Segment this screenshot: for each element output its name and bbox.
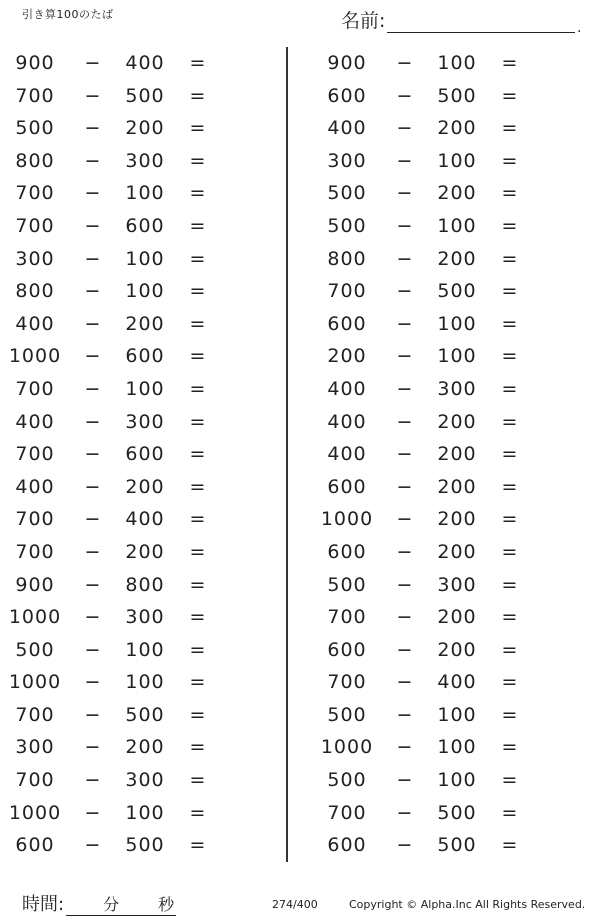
subtrahend: 200 bbox=[437, 508, 477, 531]
subtrahend: 100 bbox=[437, 736, 477, 759]
equals-sign: = bbox=[189, 834, 207, 857]
equals-sign: = bbox=[189, 769, 207, 792]
subtrahend: 100 bbox=[437, 345, 477, 368]
subtrahend: 600 bbox=[125, 443, 165, 466]
problem-row bbox=[0, 374, 280, 407]
problem-row bbox=[0, 439, 280, 472]
minuend: 700 bbox=[15, 182, 55, 205]
equals-sign: = bbox=[501, 345, 519, 368]
equals-sign: = bbox=[501, 280, 519, 303]
problem-row bbox=[0, 113, 280, 146]
minus-sign: − bbox=[396, 377, 414, 400]
minuend: 600 bbox=[327, 638, 367, 661]
minuend: 300 bbox=[327, 149, 367, 172]
subtrahend: 800 bbox=[125, 573, 165, 596]
problem-row bbox=[0, 146, 280, 179]
subtrahend: 100 bbox=[437, 52, 477, 74]
equals-sign: = bbox=[501, 801, 519, 824]
equals-sign: = bbox=[189, 117, 207, 140]
equals-sign: = bbox=[189, 312, 207, 335]
equals-sign: = bbox=[501, 671, 519, 694]
minuend: 500 bbox=[15, 117, 55, 140]
equals-sign: = bbox=[189, 671, 207, 694]
minus-sign: − bbox=[396, 508, 414, 531]
minuend: 700 bbox=[15, 84, 55, 107]
minus-sign: − bbox=[84, 801, 102, 824]
problem-row bbox=[0, 537, 280, 570]
subtrahend: 100 bbox=[125, 182, 165, 205]
minus-sign: − bbox=[396, 410, 414, 433]
minus-sign: − bbox=[396, 84, 414, 107]
subtrahend: 200 bbox=[437, 410, 477, 433]
problem-row bbox=[312, 472, 592, 505]
minuend: 400 bbox=[327, 377, 367, 400]
problem-row bbox=[0, 602, 280, 635]
equals-sign: = bbox=[189, 703, 207, 726]
minuend: 400 bbox=[327, 410, 367, 433]
problem-row bbox=[312, 113, 592, 146]
problem-row bbox=[0, 732, 280, 765]
equals-sign: = bbox=[501, 508, 519, 531]
problem-row bbox=[0, 570, 280, 603]
subtrahend: 300 bbox=[437, 377, 477, 400]
equals-sign: = bbox=[189, 214, 207, 237]
minuend: 400 bbox=[327, 117, 367, 140]
problem-row bbox=[312, 407, 592, 440]
equals-sign: = bbox=[501, 736, 519, 759]
equals-sign: = bbox=[189, 52, 207, 74]
equals-sign: = bbox=[501, 475, 519, 498]
minuend: 700 bbox=[15, 540, 55, 563]
minus-sign: − bbox=[84, 573, 102, 596]
minus-sign: − bbox=[396, 280, 414, 303]
copyright-notice: Copyright © Alpha.Inc All Rights Reserved. bbox=[349, 898, 586, 911]
minus-sign: − bbox=[396, 182, 414, 205]
problem-row bbox=[312, 732, 592, 765]
minus-sign: − bbox=[396, 214, 414, 237]
equals-sign: = bbox=[501, 247, 519, 270]
subtrahend: 100 bbox=[125, 671, 165, 694]
minuend: 1000 bbox=[8, 345, 62, 368]
subtrahend: 200 bbox=[125, 540, 165, 563]
subtrahend: 300 bbox=[125, 149, 165, 172]
minuend: 200 bbox=[327, 345, 367, 368]
minus-sign: − bbox=[396, 638, 414, 661]
problem-row bbox=[312, 570, 592, 603]
subtrahend: 200 bbox=[437, 443, 477, 466]
minus-sign: − bbox=[84, 475, 102, 498]
problem-row bbox=[312, 602, 592, 635]
equals-sign: = bbox=[501, 769, 519, 792]
minus-sign: − bbox=[396, 671, 414, 694]
problem-row bbox=[312, 504, 592, 537]
minus-sign: − bbox=[84, 736, 102, 759]
problem-row bbox=[312, 341, 592, 374]
subtrahend: 100 bbox=[125, 377, 165, 400]
minuend: 500 bbox=[327, 214, 367, 237]
minuend: 1000 bbox=[320, 736, 374, 759]
subtrahend: 100 bbox=[437, 769, 477, 792]
subtrahend: 100 bbox=[437, 703, 477, 726]
subtrahend: 100 bbox=[437, 149, 477, 172]
problem-row bbox=[0, 765, 280, 798]
problem-row bbox=[312, 439, 592, 472]
equals-sign: = bbox=[189, 149, 207, 172]
minus-sign: − bbox=[84, 443, 102, 466]
problem-row bbox=[0, 504, 280, 537]
subtrahend: 200 bbox=[125, 117, 165, 140]
minus-sign: − bbox=[84, 117, 102, 140]
minuend: 700 bbox=[327, 606, 367, 629]
equals-sign: = bbox=[501, 540, 519, 563]
equals-sign: = bbox=[189, 443, 207, 466]
minus-sign: − bbox=[84, 606, 102, 629]
minus-sign: − bbox=[396, 117, 414, 140]
minus-sign: − bbox=[84, 508, 102, 531]
minuend: 700 bbox=[15, 443, 55, 466]
equals-sign: = bbox=[189, 84, 207, 107]
minuend: 400 bbox=[15, 312, 55, 335]
problem-row bbox=[0, 830, 280, 863]
minus-sign: − bbox=[396, 312, 414, 335]
equals-sign: = bbox=[501, 117, 519, 140]
subtrahend: 100 bbox=[437, 312, 477, 335]
problem-row bbox=[312, 309, 592, 342]
minuend: 600 bbox=[15, 834, 55, 857]
minus-sign: − bbox=[396, 345, 414, 368]
minuend: 700 bbox=[15, 377, 55, 400]
equals-sign: = bbox=[501, 703, 519, 726]
minus-sign: − bbox=[84, 540, 102, 563]
problem-row bbox=[312, 700, 592, 733]
minus-sign: − bbox=[84, 52, 102, 74]
equals-sign: = bbox=[501, 214, 519, 237]
minuend: 900 bbox=[15, 52, 55, 74]
problem-row bbox=[312, 798, 592, 831]
equals-sign: = bbox=[189, 377, 207, 400]
equals-sign: = bbox=[501, 312, 519, 335]
minuend: 800 bbox=[15, 280, 55, 303]
problem-row bbox=[312, 765, 592, 798]
minus-sign: − bbox=[84, 149, 102, 172]
equals-sign: = bbox=[189, 638, 207, 661]
minus-sign: − bbox=[396, 247, 414, 270]
minuend: 1000 bbox=[8, 801, 62, 824]
subtrahend: 200 bbox=[437, 540, 477, 563]
subtrahend: 100 bbox=[125, 280, 165, 303]
minutes-label: 分 bbox=[103, 895, 120, 914]
problem-row bbox=[312, 667, 592, 700]
problem-row bbox=[0, 667, 280, 700]
subtrahend: 500 bbox=[125, 834, 165, 857]
problem-row bbox=[312, 374, 592, 407]
subtrahend: 200 bbox=[437, 247, 477, 270]
name-end-dot: . bbox=[576, 20, 582, 36]
problem-row bbox=[0, 81, 280, 114]
minus-sign: − bbox=[396, 52, 414, 74]
subtrahend: 200 bbox=[437, 475, 477, 498]
subtrahend: 300 bbox=[437, 573, 477, 596]
name-blank-line bbox=[387, 10, 582, 36]
minuend: 400 bbox=[15, 475, 55, 498]
equals-sign: = bbox=[501, 410, 519, 433]
minuend: 500 bbox=[327, 573, 367, 596]
minuend: 500 bbox=[327, 703, 367, 726]
problem-row bbox=[0, 48, 280, 81]
problem-row bbox=[0, 276, 280, 309]
problem-row bbox=[312, 276, 592, 309]
equals-sign: = bbox=[501, 377, 519, 400]
minus-sign: − bbox=[84, 182, 102, 205]
minuend: 900 bbox=[15, 573, 55, 596]
problem-row bbox=[0, 309, 280, 342]
minus-sign: − bbox=[396, 703, 414, 726]
minuend: 1000 bbox=[8, 671, 62, 694]
equals-sign: = bbox=[501, 638, 519, 661]
minus-sign: − bbox=[396, 801, 414, 824]
minus-sign: − bbox=[396, 606, 414, 629]
equals-sign: = bbox=[189, 801, 207, 824]
minuend: 900 bbox=[327, 52, 367, 74]
minus-sign: − bbox=[84, 312, 102, 335]
minus-sign: − bbox=[396, 834, 414, 857]
subtrahend: 200 bbox=[125, 736, 165, 759]
problem-row bbox=[0, 635, 280, 668]
subtrahend: 500 bbox=[437, 84, 477, 107]
minuend: 400 bbox=[15, 410, 55, 433]
subtrahend: 500 bbox=[125, 703, 165, 726]
minus-sign: − bbox=[84, 769, 102, 792]
problem-row bbox=[0, 178, 280, 211]
subtrahend: 200 bbox=[125, 312, 165, 335]
minuend: 1000 bbox=[320, 508, 374, 531]
minuend: 800 bbox=[327, 247, 367, 270]
name-field bbox=[341, 6, 582, 36]
problem-row bbox=[0, 472, 280, 505]
minus-sign: − bbox=[84, 703, 102, 726]
problem-row bbox=[0, 407, 280, 440]
subtrahend: 200 bbox=[437, 117, 477, 140]
page-number: 274/400 bbox=[272, 898, 318, 911]
right-problem-column bbox=[312, 48, 592, 863]
equals-sign: = bbox=[501, 149, 519, 172]
problem-row bbox=[312, 178, 592, 211]
problem-row bbox=[0, 211, 280, 244]
minuend: 1000 bbox=[8, 606, 62, 629]
minuend: 700 bbox=[15, 508, 55, 531]
equals-sign: = bbox=[189, 182, 207, 205]
subtrahend: 500 bbox=[125, 84, 165, 107]
equals-sign: = bbox=[501, 52, 519, 74]
minuend: 500 bbox=[15, 638, 55, 661]
minus-sign: − bbox=[396, 769, 414, 792]
problem-row bbox=[312, 537, 592, 570]
minuend: 800 bbox=[15, 149, 55, 172]
minus-sign: − bbox=[396, 736, 414, 759]
minuend: 600 bbox=[327, 312, 367, 335]
column-divider bbox=[286, 47, 288, 862]
minus-sign: − bbox=[84, 247, 102, 270]
minuend: 700 bbox=[15, 769, 55, 792]
time-label: 時間: bbox=[22, 894, 65, 915]
equals-sign: = bbox=[501, 606, 519, 629]
minus-sign: − bbox=[84, 345, 102, 368]
subtrahend: 100 bbox=[125, 801, 165, 824]
minuend: 400 bbox=[327, 443, 367, 466]
subtrahend: 100 bbox=[125, 638, 165, 661]
subtrahend: 300 bbox=[125, 769, 165, 792]
minus-sign: − bbox=[84, 834, 102, 857]
name-label: 名前: bbox=[341, 10, 386, 32]
left-problem-column bbox=[0, 48, 280, 863]
subtrahend: 500 bbox=[437, 834, 477, 857]
minus-sign: − bbox=[84, 671, 102, 694]
minuend: 600 bbox=[327, 475, 367, 498]
minus-sign: − bbox=[396, 540, 414, 563]
equals-sign: = bbox=[501, 182, 519, 205]
minuend: 700 bbox=[327, 280, 367, 303]
minus-sign: − bbox=[84, 377, 102, 400]
equals-sign: = bbox=[189, 540, 207, 563]
worksheet-title: 引き算100のたば bbox=[22, 8, 114, 21]
minuend: 700 bbox=[15, 214, 55, 237]
time-field bbox=[22, 890, 176, 916]
equals-sign: = bbox=[501, 834, 519, 857]
problem-row bbox=[0, 341, 280, 374]
minus-sign: − bbox=[396, 443, 414, 466]
subtrahend: 200 bbox=[125, 475, 165, 498]
minuend: 300 bbox=[15, 736, 55, 759]
minus-sign: − bbox=[396, 149, 414, 172]
problem-row bbox=[0, 244, 280, 277]
minus-sign: − bbox=[84, 280, 102, 303]
subtrahend: 200 bbox=[437, 638, 477, 661]
minus-sign: − bbox=[396, 475, 414, 498]
minus-sign: − bbox=[84, 638, 102, 661]
seconds-label: 秒 bbox=[158, 895, 175, 914]
equals-sign: = bbox=[189, 736, 207, 759]
subtrahend: 400 bbox=[437, 671, 477, 694]
subtrahend: 400 bbox=[125, 508, 165, 531]
minus-sign: − bbox=[396, 573, 414, 596]
problem-row bbox=[312, 635, 592, 668]
minus-sign: − bbox=[84, 410, 102, 433]
subtrahend: 400 bbox=[125, 52, 165, 74]
equals-sign: = bbox=[189, 410, 207, 433]
minuend: 500 bbox=[327, 182, 367, 205]
subtrahend: 600 bbox=[125, 214, 165, 237]
subtrahend: 300 bbox=[125, 606, 165, 629]
problem-row bbox=[312, 146, 592, 179]
equals-sign: = bbox=[189, 475, 207, 498]
subtrahend: 500 bbox=[437, 280, 477, 303]
problem-row bbox=[312, 830, 592, 863]
minuend: 600 bbox=[327, 834, 367, 857]
subtrahend: 200 bbox=[437, 182, 477, 205]
equals-sign: = bbox=[189, 508, 207, 531]
equals-sign: = bbox=[189, 345, 207, 368]
problem-row bbox=[312, 244, 592, 277]
minuend: 600 bbox=[327, 84, 367, 107]
problem-row bbox=[312, 211, 592, 244]
subtrahend: 300 bbox=[125, 410, 165, 433]
subtrahend: 100 bbox=[437, 214, 477, 237]
problem-row bbox=[312, 81, 592, 114]
problem-row bbox=[312, 48, 592, 81]
equals-sign: = bbox=[189, 247, 207, 270]
equals-sign: = bbox=[189, 280, 207, 303]
equals-sign: = bbox=[501, 573, 519, 596]
problem-row bbox=[0, 700, 280, 733]
minuend: 700 bbox=[15, 703, 55, 726]
equals-sign: = bbox=[189, 573, 207, 596]
minus-sign: − bbox=[84, 214, 102, 237]
minus-sign: − bbox=[84, 84, 102, 107]
subtrahend: 600 bbox=[125, 345, 165, 368]
subtrahend: 500 bbox=[437, 801, 477, 824]
problem-row bbox=[0, 798, 280, 831]
minuend: 700 bbox=[327, 671, 367, 694]
time-blank-line bbox=[66, 893, 176, 916]
subtrahend: 200 bbox=[437, 606, 477, 629]
minuend: 300 bbox=[15, 247, 55, 270]
minuend: 700 bbox=[327, 801, 367, 824]
minuend: 600 bbox=[327, 540, 367, 563]
equals-sign: = bbox=[189, 606, 207, 629]
equals-sign: = bbox=[501, 84, 519, 107]
minuend: 500 bbox=[327, 769, 367, 792]
equals-sign: = bbox=[501, 443, 519, 466]
subtrahend: 100 bbox=[125, 247, 165, 270]
